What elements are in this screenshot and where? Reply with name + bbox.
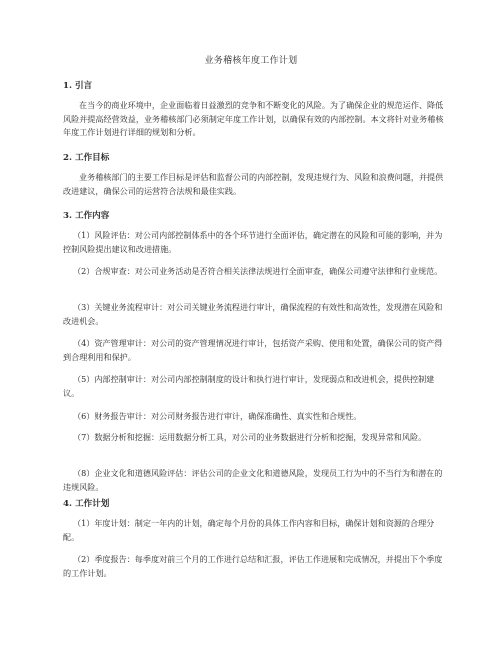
- work-content-item: （1）风险评估：对公司内部控制体系中的各个环节进行全面评估，确定潜在的风险和可能的影响，并为控制风险提出建议和改进措施。: [63, 230, 443, 254]
- section-heading-goals: 2. 工作目标: [63, 153, 110, 163]
- document-title: 业务稽核年度工作计划: [204, 56, 298, 66]
- work-plan-item: （1）年度计划：制定一年内的计划，确定每个月份的具体工作内容和目标，确保计划和资源的合理分配。: [63, 518, 435, 542]
- work-content-item: （6）财务报告审计：对公司财务报告进行审计，确保准确性、真实性和合规性。: [73, 411, 362, 421]
- work-plan-item: （2）季度报告：每季度对前三个月的工作进行总结和汇报，评估工作进展和完成情况，并提出下个季度的工作计划。: [63, 554, 443, 578]
- section-heading-work-plan: 4. 工作计划: [63, 499, 110, 509]
- work-content-item: （4）资产管理审计：对公司的资产管理情况进行审计，包括资产采购、使用和处置，确保公司的资产得到合理利用和保护。: [63, 338, 443, 362]
- goals-paragraph: 业务稽核部门的主要工作目标是评估和监督公司的内部控制，发现违规行为、风险和浪费问题，并提供改进建议，确保公司的运营符合法规和最佳实践。: [63, 172, 444, 196]
- section-heading-introduction: 1. 引言: [63, 81, 93, 91]
- section-heading-work-content: 3. 工作内容: [63, 211, 110, 221]
- work-content-item: （2）合规审查：对公司业务活动是否符合相关法律法规进行全面审查，确保公司遵守法律和行业规范。: [73, 266, 443, 276]
- introduction-paragraph: 在当今的商业环境中，企业面临着日益激烈的竞争和不断变化的风险。为了确保企业的规范运作、降低风险并提高经营效益，业务稽核部门必须制定年度工作计划，以确保有效的内部控制。本文将针对业务稽核年度工作计划进行详细的规划和分析。: [63, 100, 444, 137]
- work-content-item: （7）数据分析和挖掘：运用数据分析工具，对公司的业务数据进行分析和挖掘，发现异常和风险。: [73, 432, 427, 442]
- work-content-item: （5）内部控制审计：对公司内部控制制度的设计和执行进行审计，发现弱点和改进机会，提供控制建议。: [63, 374, 435, 398]
- work-content-item: （8）企业文化和道德风险评估：评估公司的企业文化和道德风险，发现员工行为中的不当行为和潜在的违规风险。: [63, 468, 443, 492]
- work-content-item: （3）关键业务流程审计：对公司关键业务流程进行审计，确保流程的有效性和高效性，发现潜在风险和改进机会。: [63, 302, 443, 326]
